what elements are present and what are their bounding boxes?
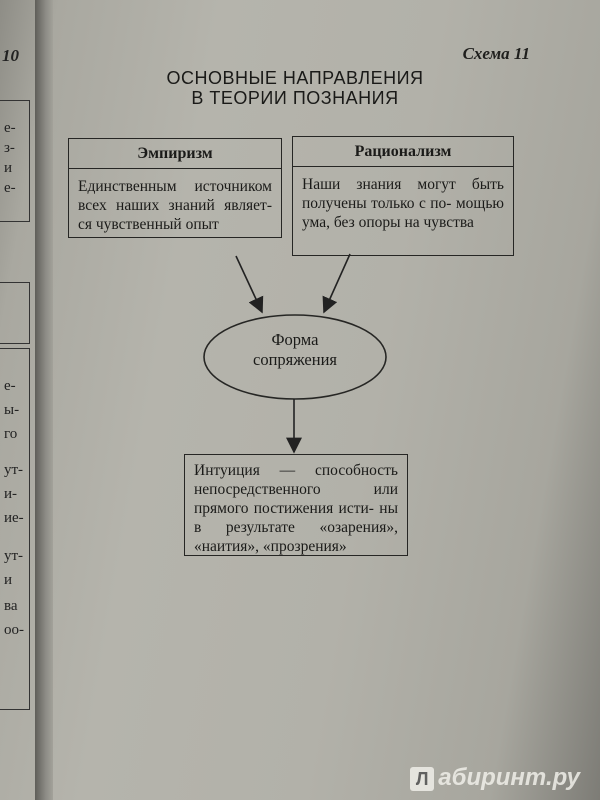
left-page-fragment: го xyxy=(4,426,18,442)
arrow-empiricism-to-link xyxy=(236,256,262,312)
empiricism-box xyxy=(68,138,282,238)
link-label xyxy=(210,330,380,370)
left-page-fragment: е- xyxy=(4,180,16,196)
intuition-box xyxy=(184,454,408,556)
left-page-fragment: и xyxy=(4,572,13,588)
rationalism-heading: Рационализм xyxy=(293,137,513,167)
intuition-text: Интуиция — способность непосредственного или прямого постижения исти- ны в результате «озарения», «наития», «прозрения» xyxy=(194,462,398,555)
scheme-label: Схема 11 xyxy=(462,44,530,63)
rationalism-box xyxy=(292,136,514,256)
link-label-line-2: сопряжения xyxy=(253,350,337,369)
watermark-logo-icon: Л xyxy=(410,767,434,791)
title-line-2: В ТЕОРИИ ПОЗНАНИЯ xyxy=(191,88,399,108)
empiricism-heading: Эмпиризм xyxy=(69,139,281,169)
empiricism-text: Единственным источником всех наших знаний являет- ся чувственный опыт xyxy=(78,178,272,233)
rationalism-text: Наши знания могут быть получены только с по- мощью ума, без опоры на чувства xyxy=(302,176,504,231)
left-page-fragment: и xyxy=(4,160,13,176)
page-number: 10 xyxy=(2,46,19,65)
left-page-fragment: ут- xyxy=(4,548,24,564)
link-label-line-1: Форма xyxy=(271,330,319,349)
left-page-fragment: и- xyxy=(4,486,18,502)
left-page-fragment: ие- xyxy=(4,510,24,526)
left-page-fragment: з- xyxy=(4,140,15,156)
watermark-text: абиринт.ру xyxy=(438,764,580,791)
left-page-fragment: ы- xyxy=(4,402,20,418)
left-page-fragment: е- xyxy=(4,378,16,394)
watermark xyxy=(410,764,580,792)
left-page-fragment: е- xyxy=(4,120,16,136)
left-page-fragment: ут- xyxy=(4,462,24,478)
left-page-fragment: оо- xyxy=(4,622,24,638)
arrow-rationalism-to-link xyxy=(324,254,350,312)
title-line-1: ОСНОВНЫЕ НАПРАВЛЕНИЯ xyxy=(166,68,424,88)
left-page-fragment: ва xyxy=(4,598,18,614)
